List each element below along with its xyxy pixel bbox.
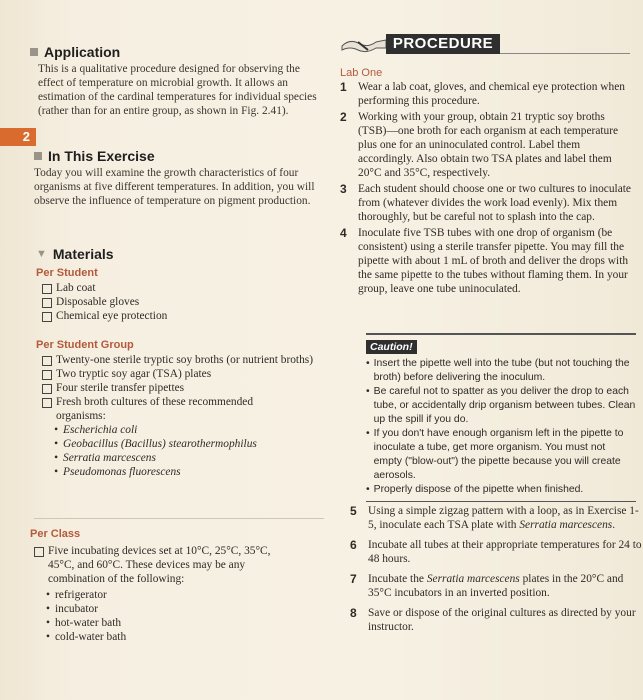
procedure-step: 7 Incubate the Serratia marcescens plates in the 20°C and 35°C incubators in an inverted position. bbox=[350, 572, 624, 599]
page-number-tab: 2 bbox=[0, 128, 36, 146]
materials-heading: ▼ Materials bbox=[36, 246, 114, 262]
lab-one-label: Lab One bbox=[340, 67, 383, 79]
device-list bbox=[30, 588, 320, 644]
application-section bbox=[34, 44, 318, 118]
checklist-item: Chemical eye protection bbox=[42, 309, 326, 323]
procedure-step: 4 Inoculate five TSB tubes with one drop of organism (be consistent) using a sterile transfer pipette. You may fill the pipette with about 1 mL of broth and deliver the drops with the same pipette to the tubes without flaming them. In your group, leave one tube uninoculated. bbox=[340, 226, 629, 295]
in-this-exercise-text: Today you will examine the growth characteristics of four organisms at five different temperatures. In addition, you will observe the influence of temperature on pigment production. bbox=[34, 167, 315, 207]
device-item: • hot-water bath bbox=[46, 617, 122, 629]
per-student-list bbox=[36, 281, 326, 323]
procedure-rule bbox=[500, 53, 630, 54]
per-group-list bbox=[36, 353, 326, 479]
triangle-bullet-icon: ▼ bbox=[36, 248, 47, 260]
procedure-step: 6 Incubate all tubes at their appropriate temperatures for 24 to 48 hours. bbox=[350, 538, 642, 565]
checkbox-icon bbox=[42, 312, 52, 322]
checkbox-icon bbox=[42, 384, 52, 394]
checklist-item: Lab coat bbox=[42, 281, 326, 295]
per-class-label: Per Class bbox=[30, 528, 81, 540]
in-this-exercise-heading: In This Exercise bbox=[34, 148, 324, 164]
procedure-steps-continued bbox=[350, 504, 642, 634]
application-text: This is a qualitative procedure designed for observing the effect of temperature on microbial growth. It allows an estimation of the cardinal temperatures for individual species (rather than for an entire group, as shown in Fig. 2.41). bbox=[38, 63, 317, 117]
checklist-item: Five incubating devices set at 10°C, 25°C, 35°C, 45°C, and 60°C. These devices may be any combination of the following: bbox=[30, 544, 320, 586]
per-student-label: Per Student bbox=[36, 267, 98, 279]
per-class-section bbox=[30, 528, 320, 644]
caution-title: Caution! bbox=[366, 340, 417, 354]
caution-bottom-rule bbox=[366, 501, 636, 502]
organism-item: • Escherichia coli bbox=[54, 424, 138, 436]
caution-box bbox=[366, 333, 636, 502]
checklist-item: Four sterile transfer pipettes bbox=[42, 381, 326, 395]
device-item: • incubator bbox=[46, 603, 99, 615]
organism-item: • Geobacillus (Bacillus) stearothermophilus bbox=[54, 438, 257, 450]
device-item: • refrigerator bbox=[46, 589, 107, 601]
caution-item: • If you don't have enough organism left in the pipette to inoculate a tube, get more organism. You must not empty ("blow-out") the pipette because you will create aerosols. bbox=[366, 428, 624, 481]
organism-item: • Pseudomonas fluorescens bbox=[54, 466, 181, 478]
device-item: • cold-water bath bbox=[46, 631, 127, 643]
checkbox-icon bbox=[42, 284, 52, 294]
checkbox-icon bbox=[42, 356, 52, 366]
square-bullet-icon bbox=[30, 48, 38, 56]
procedure-step: 3 Each student should choose one or two cultures to inoculate from (whatever divides the work load evenly). Mix them thoroughly, but be careful not to splash into the cap. bbox=[340, 182, 631, 223]
in-this-exercise-section bbox=[34, 148, 324, 208]
checklist-item: Fresh broth cultures of these recommended organisms: bbox=[42, 395, 326, 423]
procedure-step: 2 Working with your group, obtain 21 tryptic soy broths (TSB)—one broth for each organism at each temperature plus one for an uninoculated control. Label them accordingly. Also obtain two TSA plates and label them 20°C and 35°C, respectively. bbox=[340, 110, 619, 179]
caution-item: • Insert the pipette well into the tube (but not touching the broth) before delivering the inoculum. bbox=[366, 358, 630, 383]
checklist-item: Two tryptic soy agar (TSA) plates bbox=[42, 367, 326, 381]
checkbox-icon bbox=[42, 370, 52, 380]
procedure-steps bbox=[340, 67, 632, 296]
application-heading: Application bbox=[30, 44, 318, 60]
pipette-icon bbox=[340, 34, 388, 56]
checklist-item: Disposable gloves bbox=[42, 295, 326, 309]
square-bullet-icon bbox=[34, 152, 42, 160]
per-group-label: Per Student Group bbox=[36, 339, 134, 351]
caution-item: • Properly dispose of the pipette when finished. bbox=[366, 484, 584, 495]
caution-list bbox=[366, 357, 636, 497]
divider bbox=[34, 518, 324, 519]
organism-item: • Serratia marcescens bbox=[54, 452, 156, 464]
checkbox-icon bbox=[42, 398, 52, 408]
procedure-title: PROCEDURE bbox=[386, 34, 500, 54]
procedure-step: 5 Using a simple zigzag pattern with a loop, as in Exercise 1-5, inoculate each TSA plate with Serratia marcescens. bbox=[350, 504, 639, 531]
checkbox-icon bbox=[34, 547, 44, 557]
checkbox-icon bbox=[42, 298, 52, 308]
checklist-item: Twenty-one sterile tryptic soy broths (or nutrient broths) bbox=[42, 353, 326, 367]
procedure-step: 8 Save or dispose of the original cultures as directed by your instructor. bbox=[350, 606, 636, 633]
caution-item: • Be careful not to spatter as you deliver the drop to each tube, or accidentally drip organism between tubes. Clean up the spill if you do. bbox=[366, 386, 636, 425]
materials-section bbox=[36, 246, 326, 479]
procedure-step: 1 Wear a lab coat, gloves, and chemical eye protection when performing this procedure. bbox=[340, 80, 625, 107]
